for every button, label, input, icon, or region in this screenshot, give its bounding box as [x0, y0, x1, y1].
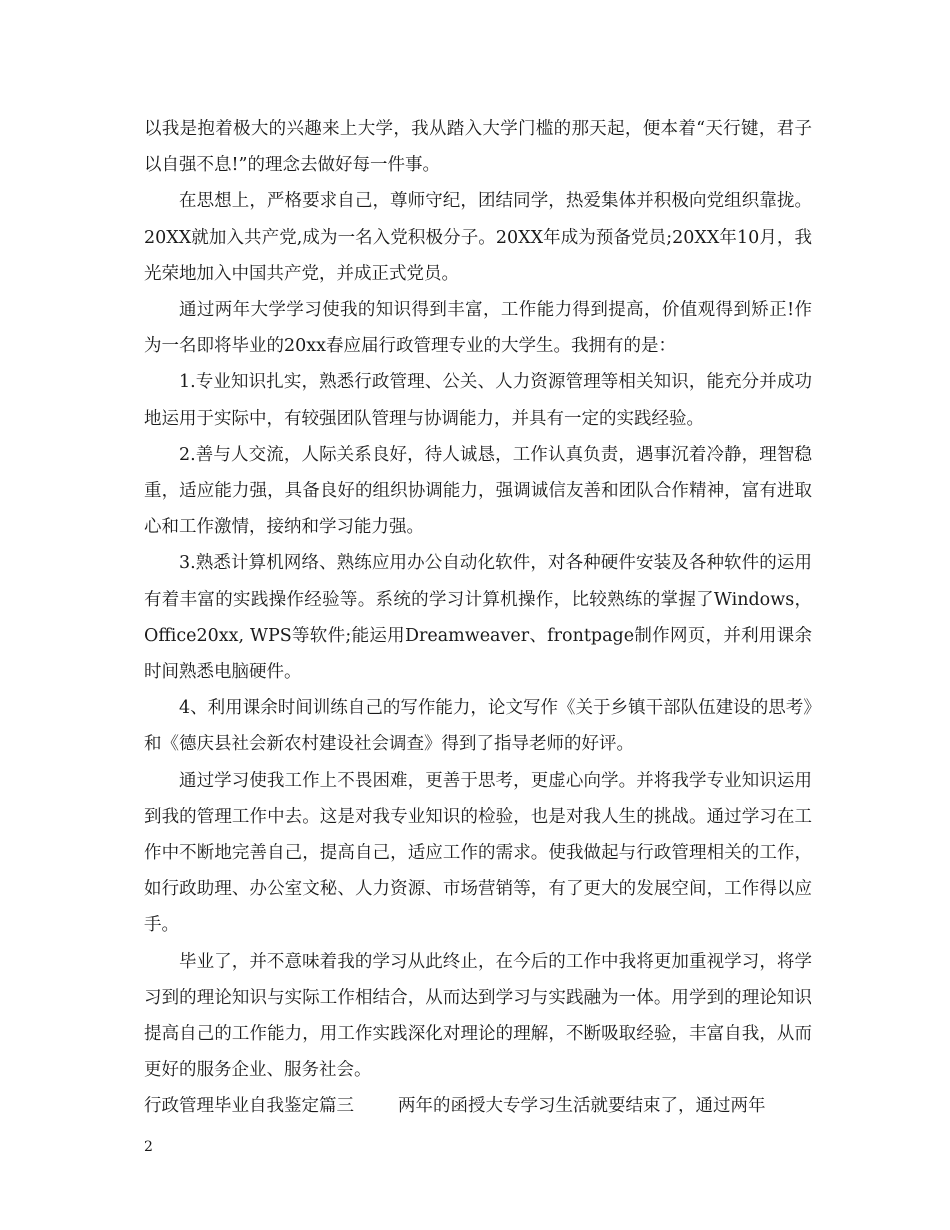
- paragraph-9: 毕业了，并不意味着我的学习从此终止，在今后的工作中我将更加重视学习，将学习到的理论知识与实际工作相结合，从而达到学习与实践融为一体。用学到的理论知识提高自己的工作能力，用工作实践深化对理论的理解，不断吸取经验，丰富自我，从而更好的服务企业、服务社会。: [144, 951, 812, 1081]
- paragraph-6: 3.熟悉计算机网络、熟练应用办公自动化软件，对各种硬件安装及各种软件的运用有着丰富的实践操作经验等。系统的学习计算机操作，比较熟练的掌握了Windows， Office20xx, WPS等软件;能运用Dreamweaver、frontpage制作网页，并利用课余时间熟悉电脑硬件。: [144, 553, 812, 683]
- page-number: 2: [144, 1139, 153, 1155]
- paragraph-2: 在思想上，严格要求自己，尊师守纪，团结同学，热爱集体并积极向党组织靠拢。20XX就加入共产党,成为一名入党积极分子。20XX年成为预备党员;20XX年10月，我光荣地加入中国共产党，并成正式党员。: [144, 191, 812, 284]
- paragraph-3: 通过两年大学学习使我的知识得到丰富，工作能力得到提高，价值观得到矫正!作为一名即将毕业的20xx春应届行政管理专业的大学生。我拥有的是：: [144, 300, 812, 357]
- section-lead-text: 两年的函授大专学习生活就要结束了，通过两年: [398, 1096, 766, 1117]
- paragraph-4: 1.专业知识扎实，熟悉行政管理、公关、人力资源管理等相关知识，能充分并成功地运用于实际中，有较强团队管理与协调能力，并具有一定的实践经验。: [144, 372, 812, 429]
- section-heading-line: [144, 1088, 812, 1124]
- section-heading: 行政管理毕业自我鉴定篇三: [144, 1096, 354, 1117]
- document-body: [144, 111, 812, 1125]
- paragraph-5: 2.善与人交流，人际关系良好，待人诚恳，工作认真负责，遇事沉着冷静，理智稳重，适应能力强，具备良好的组织协调能力，强调诚信友善和团队合作精神，富有进取心和工作激情，接纳和学习能力强。: [144, 444, 812, 538]
- paragraph-7: 4、利用课余时间训练自己的写作能力，论文写作《关于乡镇干部队伍建设的思考》和《德庆县社会新农村建设社会调查》得到了指导老师的好评。: [144, 698, 812, 755]
- paragraph-1: 以我是抱着极大的兴趣来上大学，我从踏入大学门槛的那天起，便本着“天行键，君子以自强不息!”的理念去做好每一件事。: [144, 119, 812, 176]
- paragraph-8: 通过学习使我工作上不畏困难，更善于思考，更虚心向学。并将我学专业知识运用到我的管理工作中去。这是对我专业知识的检验，也是对我人生的挑战。通过学习在工作中不断地完善自己，提高自己，适应工作的需求。使我做起与行政管理相关的工作，如行政助理、办公室文秘、人力资源、市场营销等，有了更大的发展空间，工作得以应手。: [144, 770, 812, 936]
